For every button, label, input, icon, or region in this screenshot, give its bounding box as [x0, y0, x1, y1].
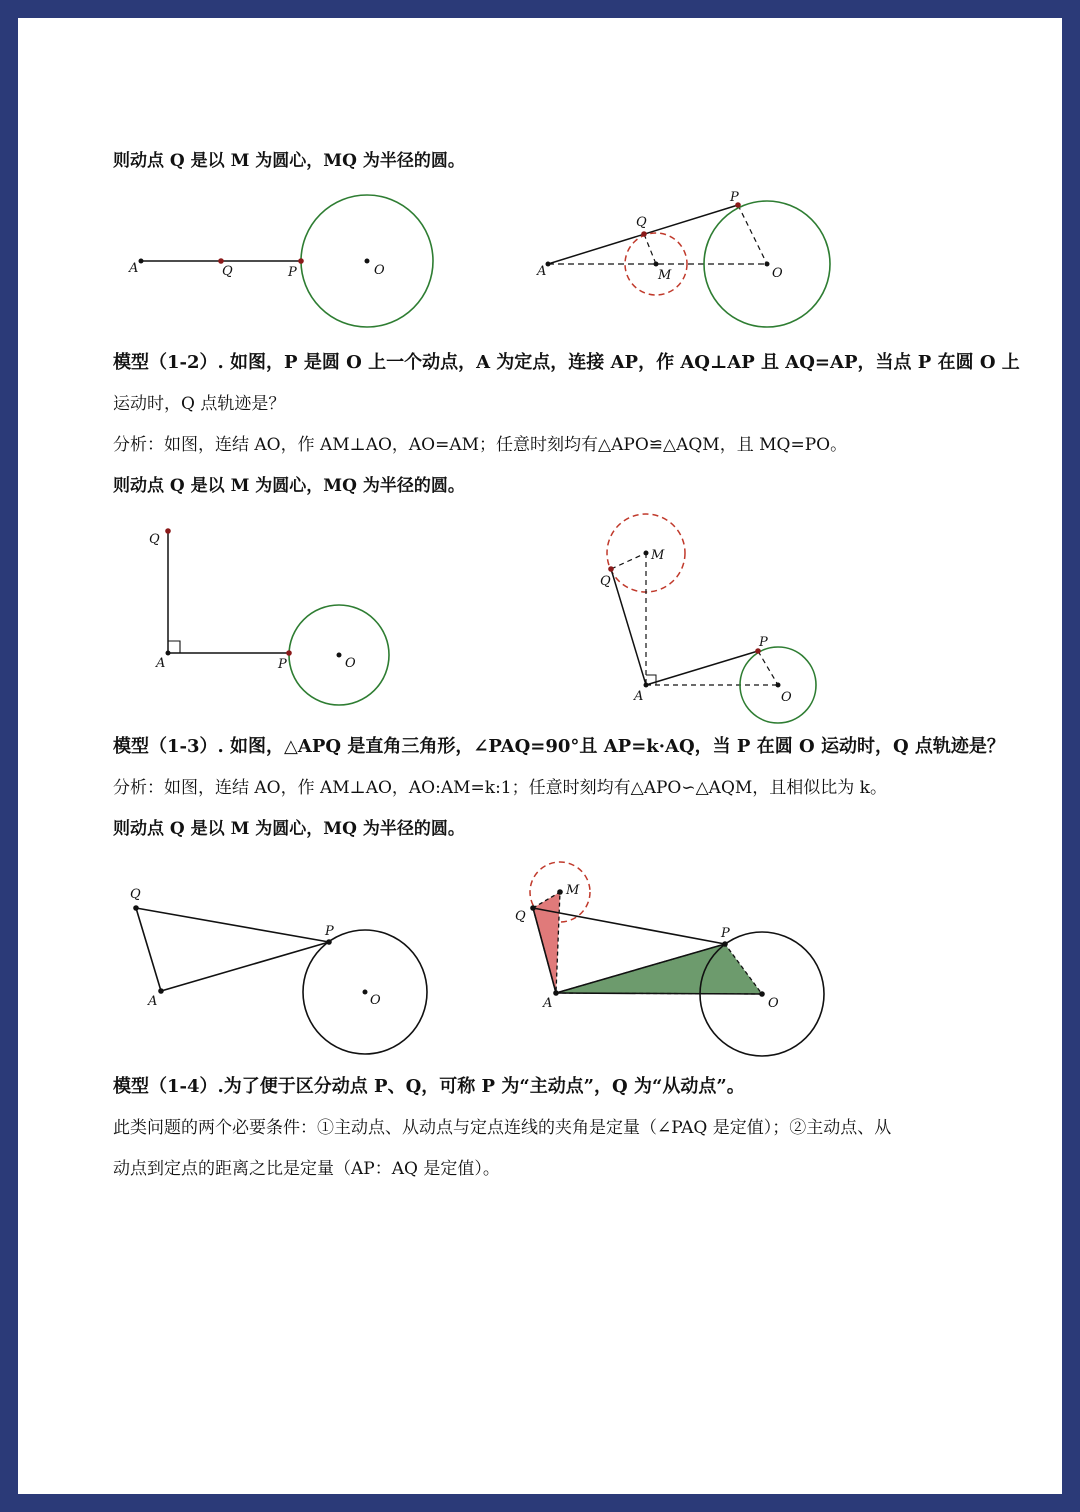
figure-row-1	[113, 188, 973, 338]
label-A: A	[129, 261, 139, 276]
label-O: O	[768, 996, 779, 1011]
model-1-2-analysis: 分析：如图，连结 AO，作 AM⊥AO，AO=AM；任意时刻均有△APO≌△AQM，且 MQ=PO。	[113, 435, 848, 455]
label-Q: Q	[515, 909, 526, 924]
label-P: P	[721, 926, 730, 941]
label-P: P	[759, 635, 768, 650]
label-Q: Q	[600, 574, 611, 589]
model-1-3-analysis: 分析：如图，连结 AO，作 AM⊥AO，AO:AM=k:1；任意时刻均有△APO∽△AQM，且相似比为 k。	[113, 778, 887, 798]
document-page	[18, 18, 1062, 1494]
model-1-2-line-1: 模型（1-2）. 如图，P 是圆 O 上一个动点，A 为定点，连接 AP，作 AQ⊥AP 且 AQ=AP，当点 P 在圆 O 上	[113, 352, 1020, 373]
model-1-2-line-2: 运动时，Q 点轨迹是？	[113, 394, 286, 414]
label-Q: Q	[636, 215, 647, 230]
conclusion-line-3: 则动点 Q 是以 M 为圆心，MQ 为半径的圆。	[113, 819, 465, 839]
label-P: P	[278, 657, 287, 672]
label-M: M	[658, 268, 672, 283]
label-O: O	[370, 993, 381, 1008]
model-1-3-line-1: 模型（1-3）. 如图，△APQ 是直角三角形，∠PAQ=90°且 AP=k·AQ，当 P 在圆 O 运动时，Q 点轨迹是？	[113, 736, 1005, 757]
label-M: M	[566, 883, 580, 898]
label-P: P	[325, 924, 334, 939]
model-1-4-line-2: 此类问题的两个必要条件：①主动点、从动点与定点连线的夹角是定量（∠PAQ 是定值）；②主动点、从	[113, 1118, 892, 1138]
label-Q: Q	[149, 532, 160, 547]
figure-row-3	[113, 856, 973, 1061]
label-M: M	[651, 548, 665, 563]
label-O: O	[374, 263, 385, 278]
label-Q: Q	[222, 264, 233, 279]
label-O: O	[781, 690, 792, 705]
model-1-4-line-1: 模型（1-4）.为了便于区分动点 P、Q，可称 P 为“主动点”，Q 为“从动点”。	[113, 1076, 745, 1097]
model-1-4-line-3: 动点到定点的距离之比是定量（AP：AQ 是定值）。	[113, 1159, 500, 1179]
label-A: A	[148, 994, 158, 1009]
figure-row-2	[113, 513, 973, 728]
conclusion-line-2: 则动点 Q 是以 M 为圆心，MQ 为半径的圆。	[113, 476, 465, 496]
label-P: P	[730, 190, 739, 205]
label-A: A	[543, 996, 553, 1011]
label-P: P	[288, 265, 297, 280]
label-A: A	[156, 656, 166, 671]
label-O: O	[772, 266, 783, 281]
conclusion-line-1: 则动点 Q 是以 M 为圆心，MQ 为半径的圆。	[113, 151, 465, 171]
label-A: A	[537, 264, 547, 279]
label-O: O	[345, 656, 356, 671]
label-Q: Q	[130, 887, 141, 902]
label-A: A	[634, 689, 644, 704]
